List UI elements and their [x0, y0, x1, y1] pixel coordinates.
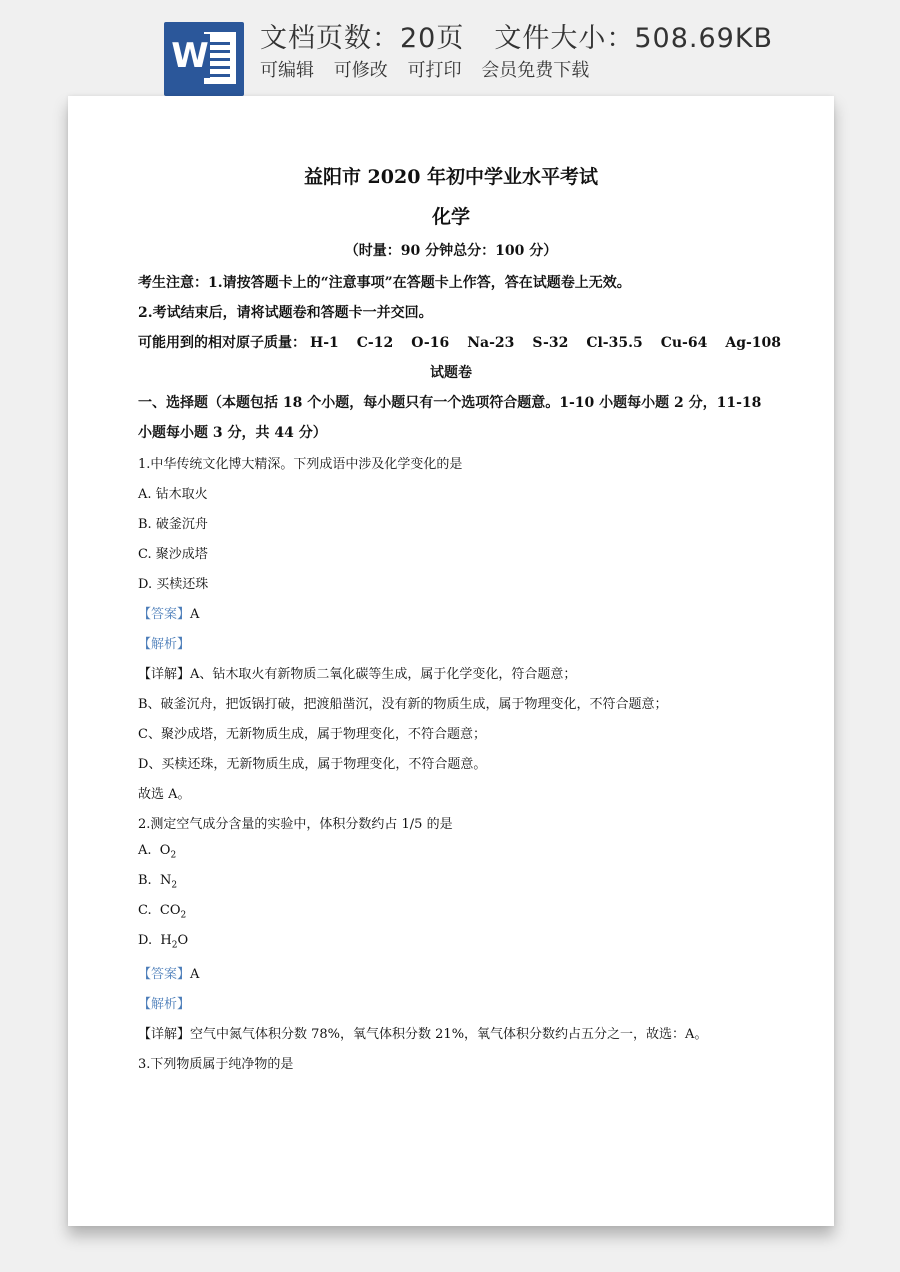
q1-option-a: A. 钻木取火 — [138, 487, 208, 502]
download-banner — [0, 0, 900, 96]
q2-detail: 【详解】空气中氮气体积分数 78%，氧气体积分数 21%，氧气体积分数约占五分之一，故选：A。 — [138, 1027, 708, 1042]
time-info: （时量：90 分钟总分：100 分） — [344, 243, 558, 259]
exam-title: 益阳市 2020 年初中学业水平考试 — [303, 166, 599, 188]
document-page — [68, 96, 834, 1226]
atom-c: C-12 — [356, 335, 394, 351]
page-count: 文档页数：20页 — [260, 23, 465, 54]
q2-stem: 2.测定空气成分含量的实验中，体积分数约占 1/5 的是 — [138, 817, 453, 832]
q1-analysis-tag: 【解析】 — [138, 637, 191, 652]
q1-stem: 1.中华传统文化博大精深。下列成语中涉及化学变化的是 — [138, 457, 463, 472]
formula-base: O — [159, 843, 171, 858]
atom-h: H-1 — [310, 335, 339, 351]
q1-conclusion: 故选 A。 — [138, 787, 191, 802]
q1-option-c: C. 聚沙成塔 — [138, 547, 208, 562]
formula-subscript: 2 — [171, 940, 178, 951]
q2-option-c — [138, 903, 186, 921]
q2-analysis-tag: 【解析】 — [138, 997, 191, 1012]
subject-title: 化学 — [431, 206, 470, 228]
word-letter: W — [171, 36, 209, 76]
part1-heading-line1: 一、选择题（本题包括 18 个小题，每小题只有一个选项符合题意。1-10 小题每小题 2 分，11-18 — [138, 395, 762, 411]
feature-editable: 可编辑 — [260, 60, 314, 81]
word-document-icon — [164, 22, 244, 96]
formula-base: CO — [159, 903, 181, 918]
q2-option-d — [138, 933, 188, 951]
atom-cl: Cl-35.5 — [586, 335, 643, 351]
q1-option-d: D. 买椟还珠 — [138, 577, 209, 592]
atom-ag: Ag-108 — [725, 335, 782, 351]
option-letter: A. — [138, 843, 152, 858]
notice-2: 2.考试结束后，请将试题卷和答题卡一并交回。 — [138, 305, 433, 321]
q1-detail-b: B、破釜沉舟，把饭锅打破，把渡船凿沉，没有新的物质生成，属于物理变化，不符合题意； — [138, 697, 668, 712]
feature-modifiable: 可修改 — [333, 60, 388, 81]
part1-heading-line2: 小题每小题 3 分，共 44 分） — [138, 425, 327, 441]
file-info — [260, 16, 773, 55]
option-letter: D. — [138, 933, 153, 948]
q2-answer — [138, 963, 199, 982]
answer-tag: 【答案】 — [138, 607, 191, 622]
formula-tail: O — [177, 933, 189, 948]
atom-s: S-32 — [532, 335, 569, 351]
formula-subscript: 2 — [171, 880, 178, 891]
notice-1: 考生注意：1.请按答题卡上的“注意事项”在答题卡上作答，答在试题卷上无效。 — [138, 275, 631, 291]
q1-option-b: B. 破釜沉舟 — [138, 517, 208, 532]
answer-value: A — [190, 607, 200, 622]
feature-member-download: 会员免费下载 — [481, 60, 590, 81]
formula-subscript: 2 — [180, 910, 187, 921]
q3-stem: 3.下列物质属于纯净物的是 — [138, 1057, 294, 1072]
atom-na: Na-23 — [467, 335, 515, 351]
q2-option-a — [138, 843, 176, 861]
feature-printable: 可打印 — [407, 60, 462, 81]
atom-o: O-16 — [411, 335, 450, 351]
answer-value: A — [190, 967, 200, 982]
option-letter: B. — [138, 873, 152, 888]
formula-subscript: 2 — [170, 850, 177, 861]
atom-cu: Cu-64 — [660, 335, 708, 351]
atomic-masses — [138, 332, 799, 352]
q1-detail-c: C、聚沙成塔，无新物质生成，属于物理变化，不符合题意； — [138, 727, 486, 742]
file-size: 文件大小：508.69KB — [494, 23, 774, 54]
q1-detail-d: D、买椟还珠，无新物质生成，属于物理变化，不符合题意。 — [138, 757, 487, 772]
formula-base: H — [160, 933, 172, 948]
option-letter: C. — [138, 903, 152, 918]
atoms-label: 可能用到的相对原子质量： — [138, 335, 306, 351]
answer-tag: 【答案】 — [138, 967, 191, 982]
formula-base: N — [159, 873, 172, 888]
section-title: 试题卷 — [430, 365, 472, 381]
q2-option-b — [138, 873, 177, 891]
feature-list — [260, 56, 599, 82]
q1-detail-a: 【详解】A、钻木取火有新物质二氧化碳等生成，属于化学变化，符合题意； — [138, 667, 577, 682]
q1-answer — [138, 603, 199, 622]
